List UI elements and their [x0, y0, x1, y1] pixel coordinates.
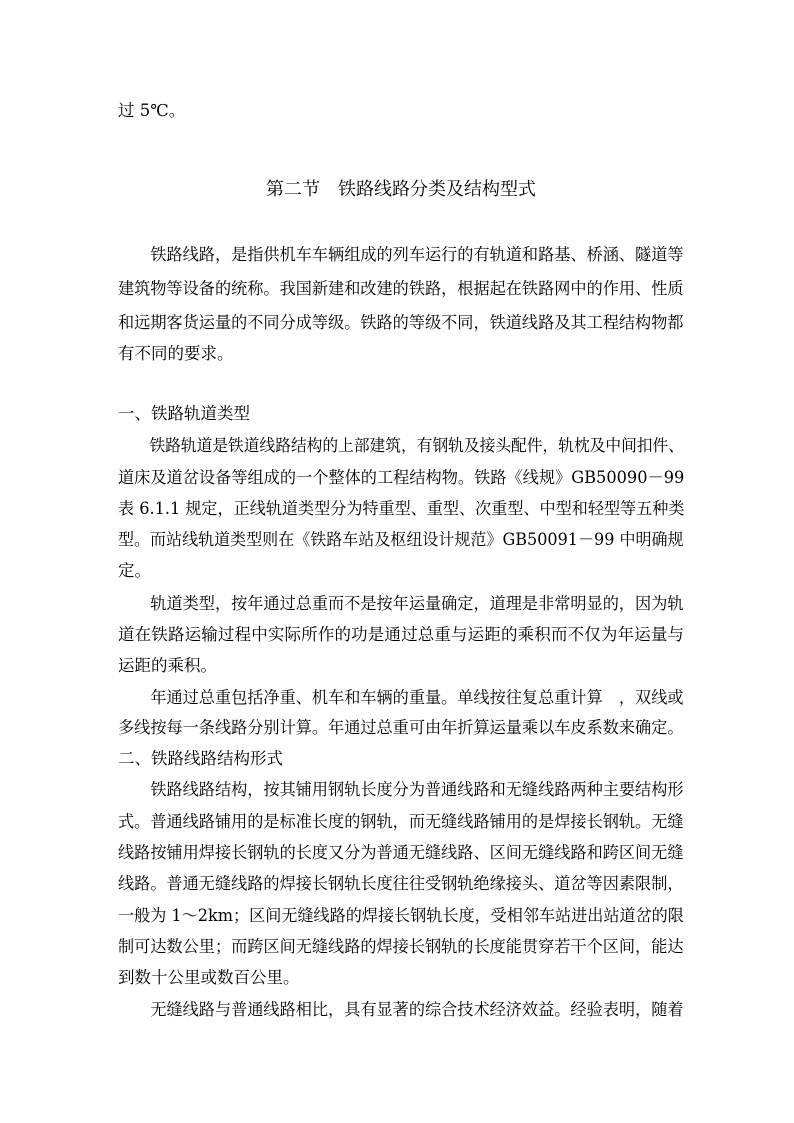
- paragraph-line: 建筑物等设备的统称。我国新建和改建的铁路，根据起在铁路网中的作用、性质: [118, 279, 684, 298]
- paragraph-line: 线路。普通无缝线路的焊接长钢轨长度往往受钢轨绝缘接头、道岔等因素限制，: [118, 874, 684, 893]
- paragraph-line: 年通过总重包括净重、机车和车辆的重量。单线按往复总重计算 ，双线或: [118, 688, 684, 707]
- heading-track-types: 一、铁路轨道类型: [118, 404, 250, 423]
- section-title: 第二节 铁路线路分类及结构型式: [266, 179, 536, 200]
- paragraph-line: 有不同的要求。: [118, 344, 234, 363]
- paragraph-line: 无缝线路与普通线路相比，具有显著的综合技术经济效益。经验表明，随着: [118, 1000, 684, 1019]
- paragraph-line: 型。而站线轨道类型则在《铁路车站及枢纽设计规范》GB50091－99 中明确规: [118, 530, 684, 549]
- paragraph-line: 道床及道岔设备等组成的一个整体的工程结构物。铁路《线规》GB50090－99: [118, 468, 685, 487]
- paragraph-line: 定。: [118, 561, 151, 580]
- paragraph-line: 式。普通线路铺用的是标准长度的钢轨，而无缝线路铺用的是焊接长钢轨。无缝: [118, 812, 684, 831]
- paragraph-line: 表 6.1.1 规定，正线轨道类型分为特重型、重型、次重型、中型和轻型等五种类: [118, 499, 685, 518]
- paragraph-line: 和远期客货运量的不同分成等级。铁路的等级不同，铁道线路及其工程结构物都: [118, 313, 684, 332]
- paragraph-line: 到数十公里或数百公里。: [118, 968, 300, 987]
- paragraph-line: 轨道类型，按年通过总重而不是按年运量确定，道理是非常明显的，因为轨: [118, 594, 684, 613]
- continuation-text: 过 5℃。: [118, 101, 186, 120]
- paragraph-line: 多线按每一条线路分别计算。年通过总重可由年折算运量乘以车皮系数来确定。: [118, 718, 684, 737]
- paragraph-line: 一般为 1～2km；区间无缝线路的焊接长钢轨长度，受相邻车站进出站道岔的限: [118, 906, 684, 925]
- paragraph-line: 线路按铺用焊接长钢轨的长度又分为普通无缝线路、区间无缝线路和跨区间无缝: [118, 843, 684, 862]
- paragraph-line: 铁路轨道是铁道线路结构的上部建筑，有钢轨及接头配件，轨枕及中间扣件、: [118, 436, 684, 455]
- heading-structure-forms: 二、铁路线路结构形式: [118, 749, 283, 768]
- paragraph-line: 制可达数公里；而跨区间无缝线路的焊接长钢轨的长度能贯穿若干个区间，能达: [118, 937, 684, 956]
- paragraph-line: 道在铁路运输过程中实际所作的功是通过总重与运距的乘积而不仅为年运量与: [118, 625, 685, 644]
- paragraph-line: 铁路线路结构，按其铺用钢轨长度分为普通线路和无缝线路两种主要结构形: [118, 780, 684, 799]
- paragraph-line: 运距的乘积。: [118, 656, 217, 675]
- paragraph-line: 铁路线路，是指供机车车辆组成的列车运行的有轨道和路基、桥涵、隧道等: [118, 245, 684, 264]
